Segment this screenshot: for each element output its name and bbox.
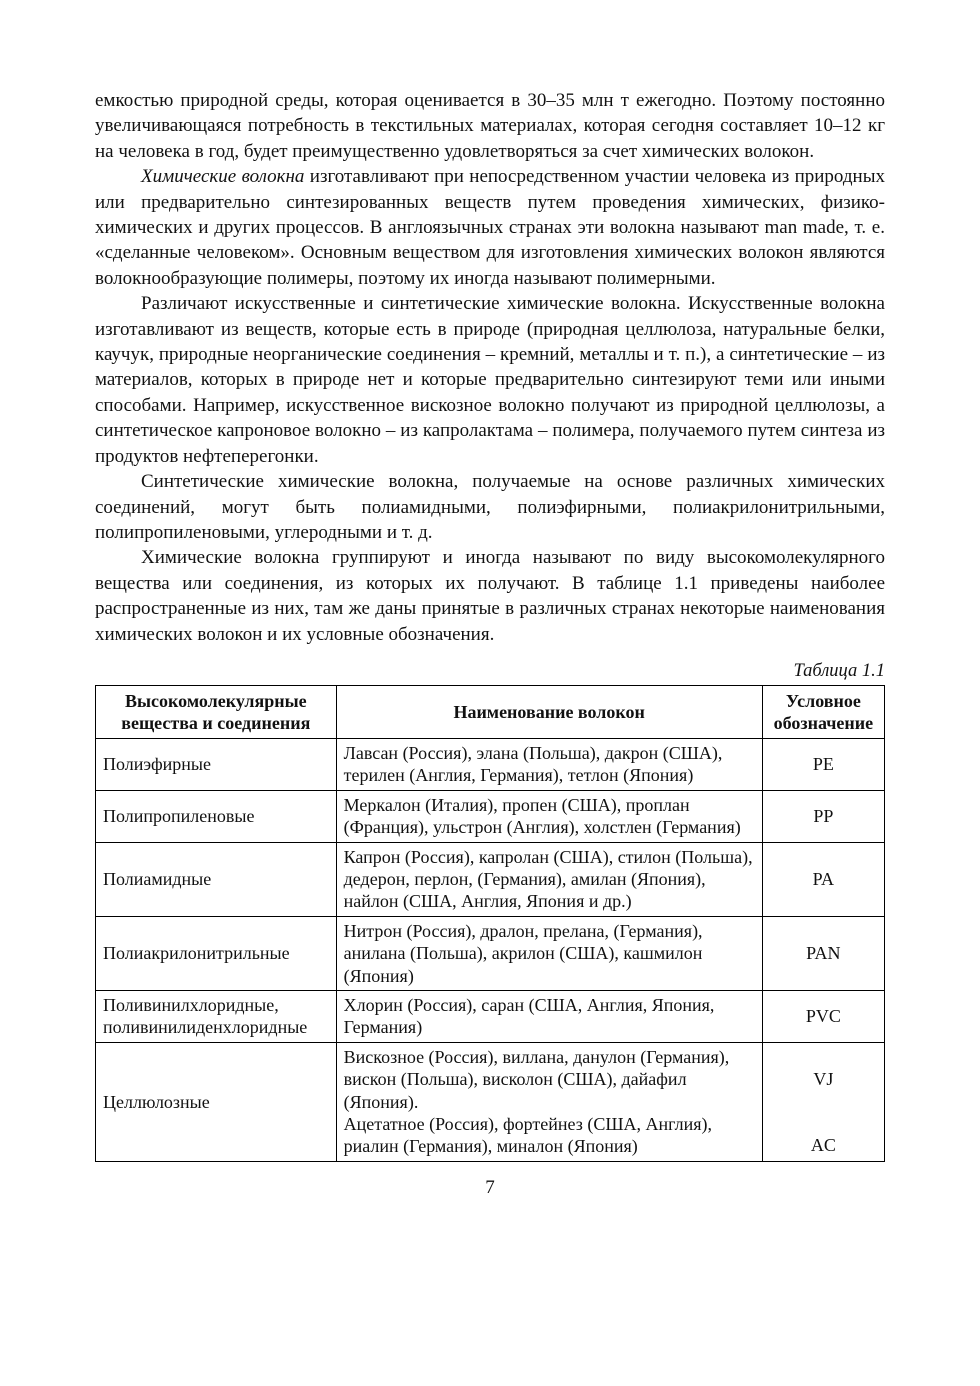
code-cell: PAN	[762, 916, 884, 990]
paragraph-2	[95, 164, 885, 291]
code-cell: PE	[762, 738, 884, 790]
paragraph-4: Синтетические химические волокна, получаемые на основе различных химических соединений, могут быть полиамидными, полиэфирными, полиакрилонитрильными, полипропиленовыми, углеродными и т. д.	[95, 471, 885, 543]
fibers-table	[95, 685, 885, 1162]
code-cell: PA	[762, 842, 884, 916]
paragraph-2-lead-italic: Химические волокна	[141, 166, 305, 188]
paragraph-3: Различают искусственные и синтетические химические волокна. Искусственные волокна изготавливают из веществ, которые есть в природе (природная целлюлоза, натуральные белки, каучук, природные неорганические соединения – кремний, металлы и т. п.), а синтетические – из материалов, которых в природе нет и которые предварительно синтезируют теми или иными способами. Например, искусственное вискозное волокно получают из природной целлюлозы, а синтетическое капроновое волокно – из капролактама – полимера, получаемого путем синтеза из продуктов нефтеперегонки.	[95, 293, 885, 467]
header-designation: Условное обозначение	[762, 685, 884, 738]
substance-cell: Поливинилхлоридные, поливинилиденхлоридные	[96, 991, 337, 1043]
substance-cell: Полиакрилонитрильные	[96, 916, 337, 990]
fibers-cell: Капрон (Россия), капролан (США), стилон (Польша), дедерон, перлон, (Германия), амилан (Япония), найлон (США, Англия, Япония и др.)	[336, 842, 762, 916]
table-row	[96, 991, 885, 1043]
fibers-cell	[336, 1042, 762, 1161]
table-row	[96, 1042, 885, 1161]
fibers-viscose-text: Вискозное (Россия), виллана, данулон (Германия), вискон (Польша), висколон (США), дайафил (Япония).	[343, 1046, 730, 1112]
page-number: 7	[485, 1176, 495, 1198]
fibers-cell: Хлорин (Россия), саран (США, Англия, Япония, Германия)	[336, 991, 762, 1043]
table-caption: Таблица 1.1	[793, 660, 885, 681]
code-stack	[770, 1068, 877, 1158]
code-vj: VJ	[813, 1069, 834, 1090]
header-fiber-names: Наименование волокон	[336, 685, 762, 738]
code-ac: AC	[810, 1135, 836, 1156]
table-header-row	[96, 685, 885, 738]
code-cell	[762, 1042, 884, 1161]
fibers-cell: Меркалон (Италия), пропен (США), проплан (Франция), ульстрон (Англия), холстлен (Германия)	[336, 790, 762, 842]
substance-cell: Полиамидные	[96, 842, 337, 916]
table-row	[96, 842, 885, 916]
substance-cell: Целлюлозные	[96, 1042, 337, 1161]
paragraph-2-rest: изготавливают при непосредственном участии человека из природных или предварительно синтезированных веществ путем проведения химических, физико-химических и других процессов. В англоязычных странах эти волокна называют man made, т. е. «сделанные человеком». Основным веществом для изготовления химических волокон являются волокнообразующие полимеры, поэтому их иногда называют полимерными.	[95, 166, 885, 289]
table-row	[96, 738, 885, 790]
fibers-acetate-text: Ацетатное (Россия), фортейнез (США, Англия), риалин (Германия), миналон (Япония)	[343, 1114, 712, 1157]
code-cell: PVC	[762, 991, 884, 1043]
paragraph-5: Химические волокна группируют и иногда называют по виду высокомолекулярного вещества или соединения, из которых их получают. В таблице 1.1 приведены наиболее распространенные из них, там же даны принятые в различных странах некоторые наименования химических волокон и их условные обозначения.	[95, 547, 885, 645]
fibers-cell: Лавсан (Россия), элана (Польша), дакрон (США), терилен (Англия, Германия), тетлон (Япония)	[336, 738, 762, 790]
code-cell: PP	[762, 790, 884, 842]
paragraph-1: емкостью природной среды, которая оценивается в 30–35 млн т ежегодно. Поэтому постоянно увеличивающаяся потребность в текстильных материалах, которая сегодня составляет 10–12 кг на человека в год, будет преимущественно удовлетворяться за счет химических волокон.	[95, 90, 885, 162]
substance-cell: Полипропиленовые	[96, 790, 337, 842]
header-substances: Высокомолекулярные вещества и соединения	[96, 685, 337, 738]
body-text	[95, 88, 885, 647]
fibers-cell: Нитрон (Россия), дралон, прелана, (Германия), анилана (Польша), акрилон (США), кашмилон (Япония)	[336, 916, 762, 990]
table-row	[96, 916, 885, 990]
table-row	[96, 790, 885, 842]
substance-cell: Полиэфирные	[96, 738, 337, 790]
